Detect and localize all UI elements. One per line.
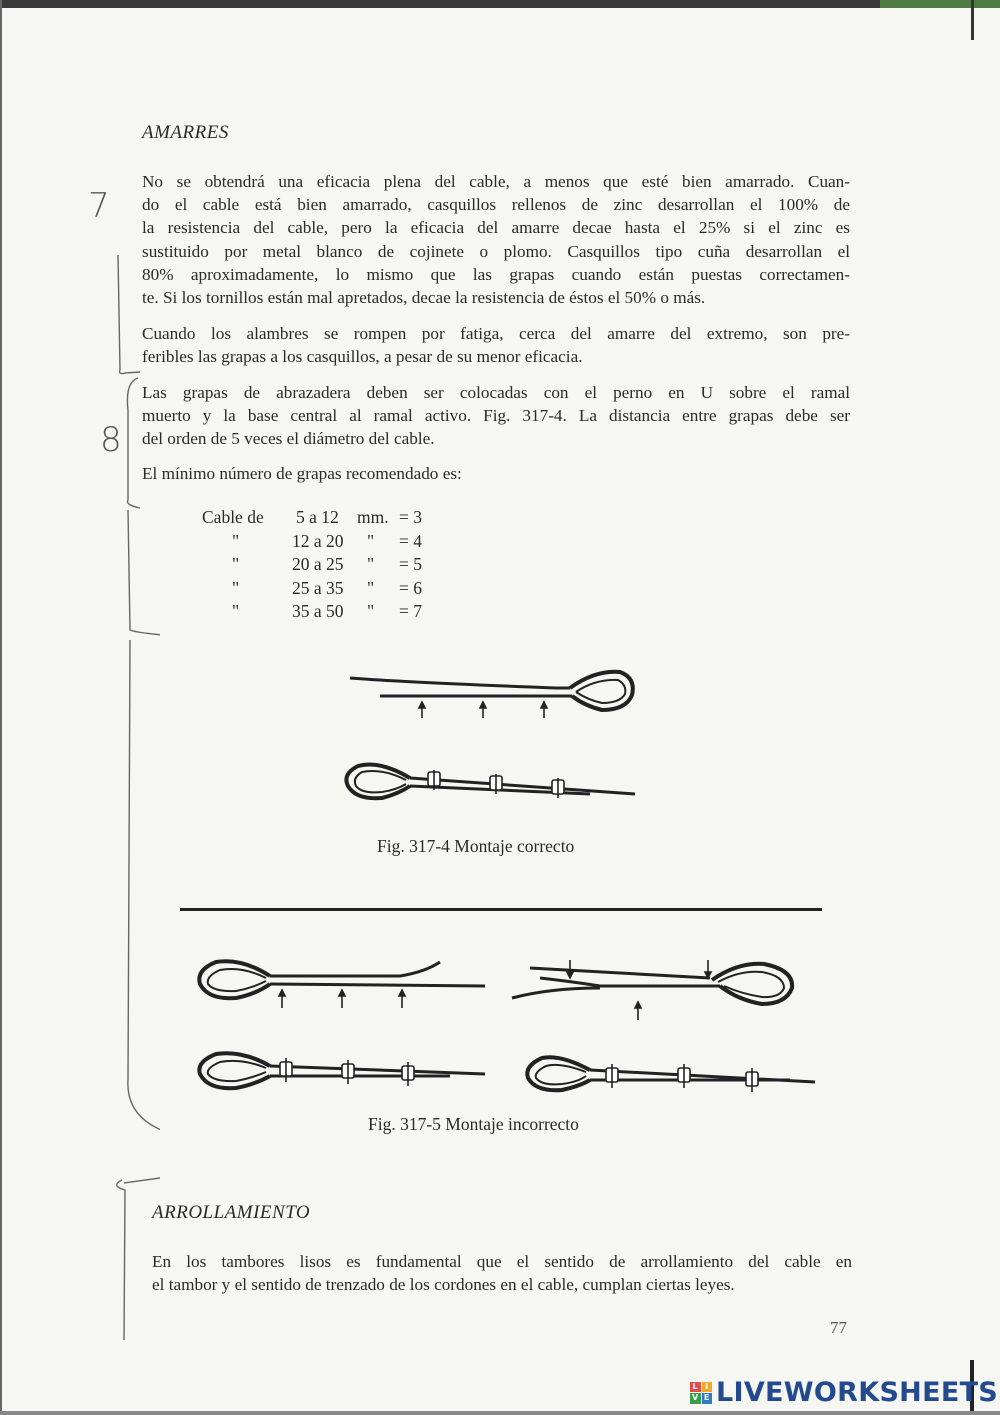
table-row bbox=[202, 553, 462, 577]
handwritten-mark-8: 8 bbox=[100, 420, 122, 460]
liveworksheets-logo bbox=[690, 1377, 998, 1408]
figure-317-4-caption: Fig. 317-4 Montaje correcto bbox=[377, 836, 575, 856]
table-cell-label: " bbox=[232, 554, 240, 574]
text-line: el tambor y el sentido de trenzado de los cordones en el cable, cumplan ciertas leyes. bbox=[152, 1275, 735, 1295]
text-line: Cuando los alambres se rompen por fatiga, cerca del amarre del extremo, son pre- bbox=[142, 324, 850, 343]
figure-317-4-diagram bbox=[340, 660, 650, 810]
paragraph-amarres-2 bbox=[142, 322, 850, 368]
table-cell-label: " bbox=[232, 577, 240, 598]
section-title-arrollamiento: ARROLLAMIENTO bbox=[152, 1202, 311, 1223]
table-cell-label: " bbox=[232, 601, 240, 621]
text-line: feribles las grapas a los casquillos, a pesar de su menor eficacia. bbox=[142, 347, 583, 367]
page-number: 77 bbox=[830, 1318, 847, 1337]
liveworksheets-logo-text: LIVEWORKSHEETS bbox=[716, 1377, 999, 1408]
section-title-amarres: AMARRES bbox=[142, 122, 229, 143]
text-line: te. Si los tornillos están mal apretados, decae la resistencia de éstos el 50% o más. bbox=[142, 288, 706, 308]
text-line: del orden de 5 veces el diámetro del cable. bbox=[142, 429, 435, 449]
table-cell-unit: " bbox=[367, 554, 375, 574]
table-row bbox=[202, 600, 462, 624]
table-cell-value: = 3 bbox=[399, 507, 422, 527]
scan-top-edge-color bbox=[880, 0, 1000, 8]
table-cell-value: = 5 bbox=[399, 554, 422, 574]
text-line: 80% aproximadamente, lo mismo que las grapas cuando están puestas correctamen- bbox=[142, 264, 850, 284]
logo-mark-letter: I bbox=[702, 1382, 713, 1393]
table-cell-label: " bbox=[232, 530, 240, 551]
scan-bottom-edge bbox=[0, 1411, 1000, 1415]
table-cell-value: = 7 bbox=[399, 601, 422, 621]
text-line: No se obtendrá una eficacia plena del cable, a menos que esté bien amarrado. Cuan- bbox=[142, 172, 850, 191]
text-line: sustituido por metal blanco de cojinete o plomo. Casquillos tipo cuña desarrollan el bbox=[142, 241, 850, 261]
table-cell-unit: " bbox=[367, 577, 375, 598]
table-cell-range: 20 a 25 bbox=[292, 554, 344, 574]
text-line: muerto y la base central al ramal activo. Fig. 317-4. La distancia entre grapas debe ser bbox=[142, 406, 850, 426]
table-cell-unit: " bbox=[367, 601, 375, 621]
logo-mark-letter: E bbox=[702, 1393, 713, 1404]
table-cell-range: 12 a 20 bbox=[292, 530, 344, 551]
table-cell-value: = 4 bbox=[399, 530, 422, 551]
logo-mark-letter: V bbox=[692, 1393, 699, 1402]
liveworksheets-logo-mark bbox=[690, 1382, 712, 1404]
paragraph-amarres-4 bbox=[142, 462, 850, 485]
table-cell-range: 5 a 12 bbox=[296, 507, 339, 527]
table-cell-unit: mm. bbox=[357, 507, 389, 527]
logo-mark-letter: L bbox=[690, 1382, 701, 1393]
scan-right-edge bbox=[971, 0, 974, 40]
table-cell-unit: " bbox=[367, 530, 375, 551]
paragraph-amarres-1 bbox=[142, 170, 850, 309]
figure-317-5-caption: Fig. 317-5 Montaje incorrecto bbox=[368, 1114, 579, 1134]
table-row bbox=[202, 530, 462, 554]
table-cell-label: Cable de bbox=[202, 507, 264, 527]
table-row bbox=[202, 577, 462, 601]
scan-left-edge bbox=[0, 0, 2, 1415]
paragraph-amarres-3 bbox=[142, 381, 850, 451]
table-cell-range: 35 a 50 bbox=[292, 601, 344, 621]
handwritten-mark-7: 7 bbox=[88, 186, 110, 226]
table-row bbox=[202, 506, 462, 530]
scan-top-edge bbox=[0, 0, 1000, 8]
paragraph-arrollamiento-1 bbox=[152, 1250, 852, 1296]
text-line: do el cable está bien amarrado, casquillos rellenos de zinc desarrollan el 100% de bbox=[142, 195, 850, 215]
text-line: El mínimo número de grapas recomendado es: bbox=[142, 464, 462, 483]
figure-317-5-diagram bbox=[190, 950, 820, 1100]
text-line: la resistencia del cable, pero la eficacia del amarre decae hasta el 25% si el zinc es bbox=[142, 218, 850, 238]
text-line: Las grapas de abrazadera deben ser colocadas con el perno en U sobre el ramal bbox=[142, 383, 850, 402]
text-line: En los tambores lisos es fundamental que el sentido de arrollamiento del cable en bbox=[152, 1252, 852, 1271]
table-cell-range: 25 a 35 bbox=[292, 577, 344, 598]
table-cell-value: = 6 bbox=[399, 577, 422, 598]
figure-separator-line bbox=[180, 908, 822, 911]
grapas-table bbox=[202, 506, 462, 624]
